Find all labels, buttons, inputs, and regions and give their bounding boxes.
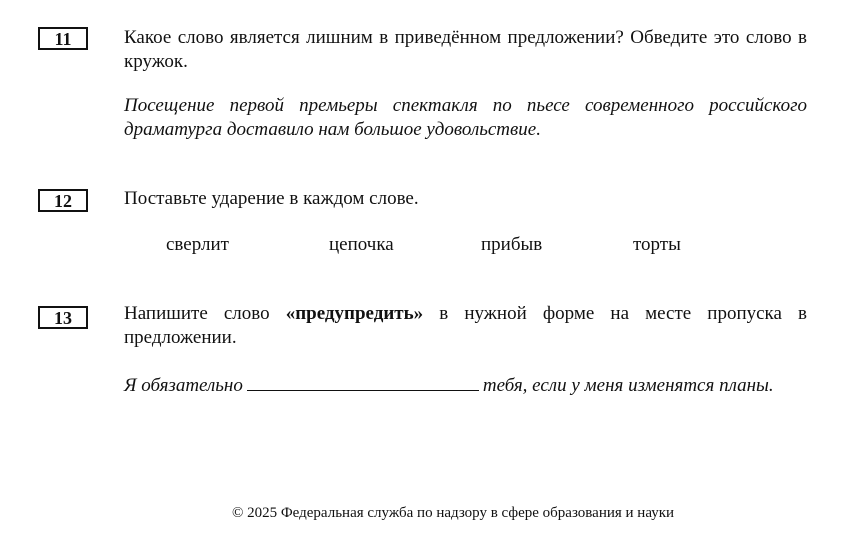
task-13-sentence-end: тебя, если у меня изменятся планы.: [482, 375, 774, 396]
task-12-word-1[interactable]: сверлит: [166, 234, 229, 255]
task-13-question: [124, 302, 807, 350]
answer-blank[interactable]: [247, 372, 479, 391]
task-13-target-word: «предупредить»: [285, 303, 424, 324]
task-12-word-2[interactable]: цепочка: [329, 234, 394, 255]
task-number-13: 13: [38, 306, 88, 329]
task-12-word-4[interactable]: торты: [633, 234, 681, 255]
task-13-sentence: [124, 372, 807, 398]
task-12-word-3[interactable]: прибыв: [481, 234, 543, 255]
task-13-question-end: в нужной форме на месте пропуска в предложении.: [124, 303, 808, 348]
task-number-11: 11: [38, 27, 88, 50]
task-13-question-start: Напишите слово: [124, 303, 286, 324]
task-11-sentence[interactable]: Посещение первой премьеры спектакля по пьесе современного российского драматурга доставило нам большое удовольствие.: [124, 95, 807, 140]
copyright-footer: © 2025 Федеральная служба по надзору в сфере образования и науки: [231, 505, 675, 521]
task-11-question: Какое слово является лишним в приведённом предложении? Обведите это слово в кружок.: [124, 27, 807, 72]
task-12-question: Поставьте ударение в каждом слове.: [124, 188, 419, 209]
task-13-sentence-start: Я обязательно: [124, 375, 243, 396]
task-number-12: 12: [38, 189, 88, 212]
